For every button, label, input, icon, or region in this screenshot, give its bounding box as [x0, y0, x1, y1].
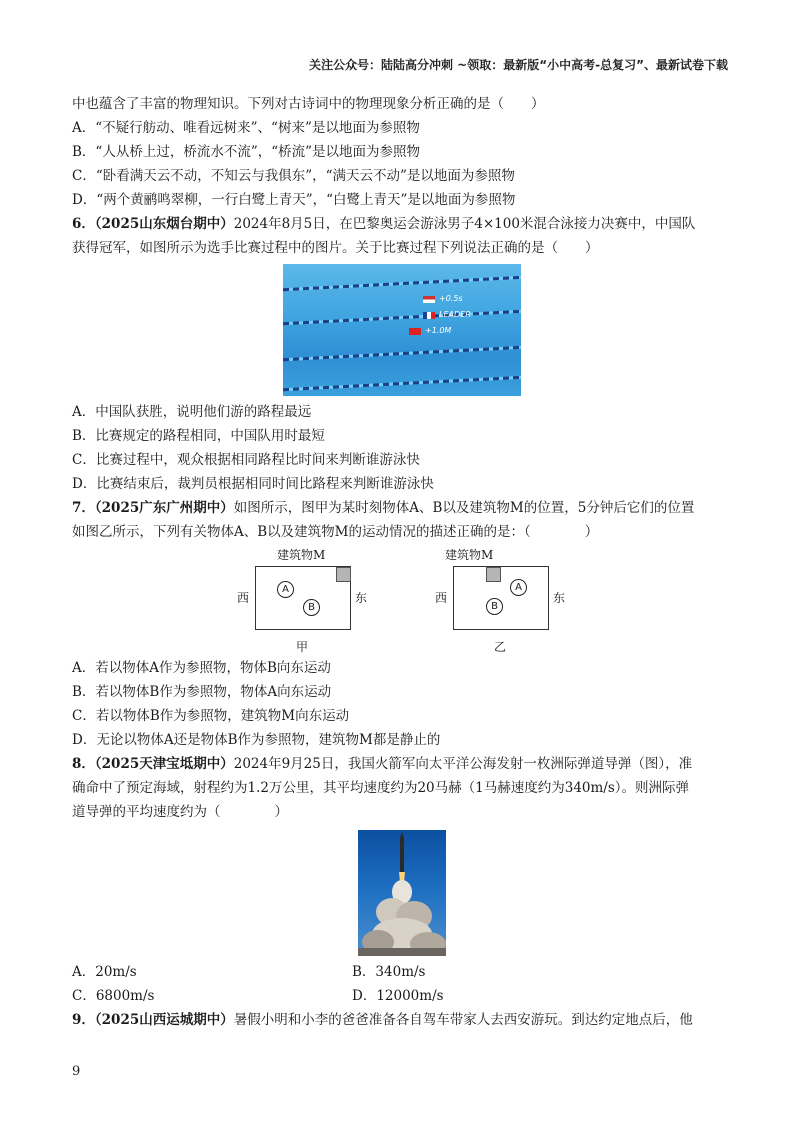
pool-tag-leader: LEADER — [439, 310, 471, 319]
q7-text-line2: 如图乙所示，下列有关物体A、B以及建筑物M的运动情况的描述正确的是：（ ） — [72, 524, 599, 540]
building-label: 建筑物M — [445, 548, 494, 562]
q9-number: 9． — [72, 1012, 95, 1028]
building-label: 建筑物M — [277, 548, 326, 562]
document-body — [72, 92, 732, 1032]
flag-icon — [409, 328, 421, 335]
swimming-pool-image — [283, 264, 521, 396]
q8-option-b: B．340m/s — [352, 964, 426, 980]
q6-option-c: C．比赛过程中，观众根据相同路程比时间来判断谁游泳快 — [72, 452, 420, 468]
q5-option-d: D．“两个黄鹂鸣翠柳，一行白鹭上青天”，“白鹭上青天”是以地面为参照物 — [72, 192, 516, 208]
object-b-icon: B — [486, 598, 503, 615]
building-m-icon — [486, 567, 501, 582]
q5-intro: 中也蕴含了丰富的物理知识。下列对古诗词中的物理现象分析正确的是（ ） — [72, 96, 545, 112]
q8-source: （2025天津宝坻期中） — [94, 756, 234, 772]
q8-text-line1: 2024年9月25日，我国火箭军向太平洋公海发射一枚洲际弹道导弹（图），准 — [233, 756, 693, 772]
q6-number: 6． — [72, 216, 95, 232]
q7-figures — [72, 546, 732, 656]
q7-option-d: D．无论以物体A还是物体B作为参照物，建筑物M都是静止的 — [72, 732, 441, 748]
q8-option-d: D．12000m/s — [352, 988, 444, 1004]
q6-figure — [72, 264, 732, 396]
missile-launch-drawing — [358, 830, 446, 956]
west-label: 西 — [435, 591, 448, 605]
flag-icon — [423, 296, 435, 303]
diagram-caption: 乙 — [494, 640, 507, 654]
q8-text-line2: 确命中了预定海域，射程约为1.2万公里，其平均速度约为20马赫（1马赫速度约为340m/s）。则洲际弹 — [72, 780, 690, 796]
q9-source: （2025山西运城期中） — [94, 1012, 234, 1028]
q7-option-b: B．若以物体B作为参照物，物体A向东运动 — [72, 684, 332, 700]
west-label: 西 — [237, 591, 250, 605]
object-a-icon: A — [277, 581, 294, 598]
diagram-yi — [431, 546, 571, 656]
q6-option-d: D．比赛结束后，裁判员根据相同时间比路程来判断谁游泳快 — [72, 476, 434, 492]
diagram-jia — [233, 546, 373, 656]
east-label: 东 — [553, 591, 566, 605]
q6-source: （2025山东烟台期中） — [94, 216, 234, 232]
q5-option-b: B．“人从桥上过，桥流水不流”，“桥流”是以地面为参照物 — [72, 144, 421, 160]
q6-stem — [72, 212, 732, 236]
pool-tag-time: +0.5s — [439, 294, 463, 303]
q8-option-c: C．6800m/s — [72, 988, 155, 1004]
q8-text-line3: 道导弹的平均速度约为（ ） — [72, 804, 288, 820]
q7-number: 7． — [72, 500, 95, 516]
object-b-icon: B — [303, 599, 320, 616]
q7-option-c: C．若以物体B作为参照物，建筑物M向东运动 — [72, 708, 350, 724]
east-label: 东 — [355, 591, 368, 605]
page-header: 关注公众号：陆陆高分冲刺 ~领取：最新版“小中高考-总复习”、最新试卷下载 — [309, 58, 728, 72]
q8-figure — [72, 830, 732, 956]
page-number: 9 — [72, 1064, 81, 1079]
q6-option-a: A．中国队获胜，说明他们游的路程最远 — [72, 404, 312, 420]
q8-option-a: A．20m/s — [72, 964, 137, 980]
q9-text-line1: 暑假小明和小李的爸爸准备各自驾车带家人去西安游玩。到达约定地点后，他 — [233, 1012, 693, 1028]
diagram-frame — [453, 566, 549, 630]
building-m-icon — [336, 567, 351, 582]
diagram-caption: 甲 — [296, 640, 309, 654]
pool-tag-distance: +1.0M — [425, 326, 452, 335]
q7-stem — [72, 496, 732, 520]
q7-text-line1: 如图所示，图甲为某时刻物体A、B以及建筑物M的位置，5分钟后它们的位置 — [233, 500, 695, 516]
q6-option-b: B．比赛规定的路程相同，中国队用时最短 — [72, 428, 325, 444]
q6-text-line2: 获得冠军，如图所示为选手比赛过程中的图片。关于比赛过程下列说法正确的是（ ） — [72, 240, 599, 256]
q9-stem — [72, 1008, 732, 1032]
missile-launch-image — [358, 830, 446, 956]
q7-source: （2025广东广州期中） — [94, 500, 234, 516]
object-a-icon: A — [510, 579, 527, 596]
q5-option-c: C．“卧看满天云不动，不知云与我俱东”，“满天云不动”是以地面为参照物 — [72, 168, 515, 184]
q8-options-row-1 — [72, 960, 732, 984]
q5-option-a: A．“不疑行舫动、唯看远树来”、“树来”是以地面为参照物 — [72, 120, 420, 136]
flag-icon — [423, 312, 435, 319]
q6-text-line1: 2024年8月5日，在巴黎奥运会游泳男子4×100米混合泳接力决赛中，中国队 — [233, 216, 696, 232]
q8-number: 8． — [72, 756, 95, 772]
q8-stem — [72, 752, 732, 776]
q7-option-a: A．若以物体A作为参照物，物体B向东运动 — [72, 660, 331, 676]
q8-options-row-2 — [72, 984, 732, 1008]
